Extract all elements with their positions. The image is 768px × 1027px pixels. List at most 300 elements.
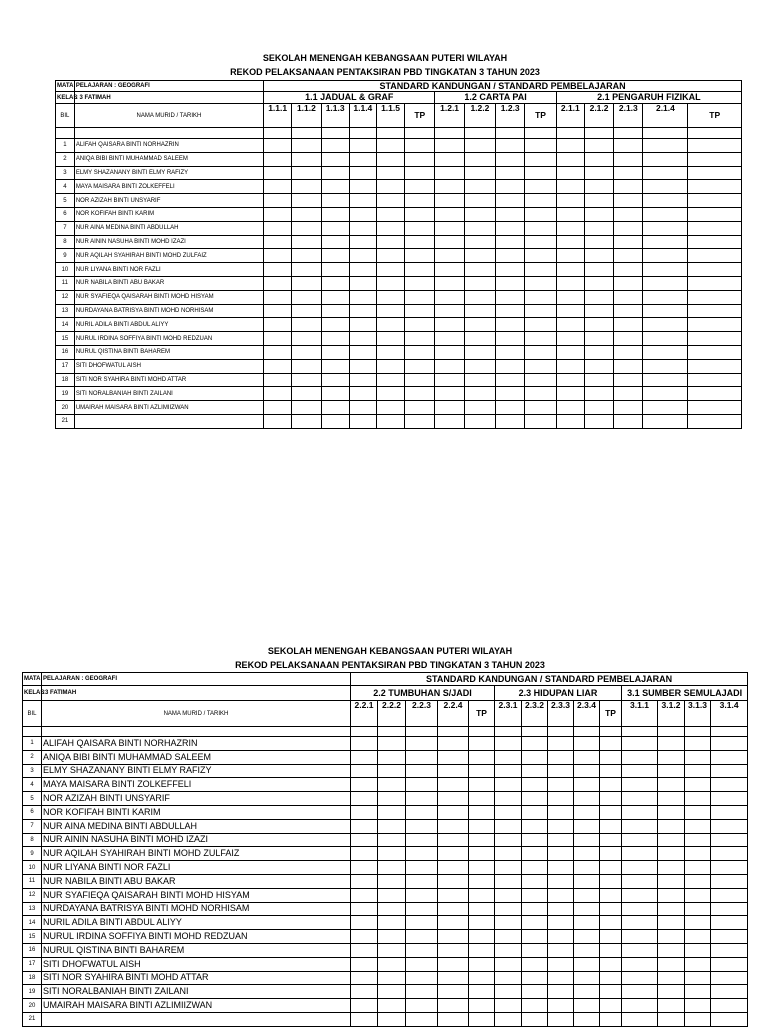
grade-cell[interactable] <box>496 359 525 373</box>
grade-cell[interactable] <box>614 235 643 249</box>
grade-cell[interactable] <box>264 401 292 415</box>
grade-cell[interactable] <box>321 180 349 194</box>
grade-cell[interactable] <box>496 207 525 221</box>
grade-cell[interactable] <box>376 318 404 332</box>
grade-cell[interactable] <box>614 139 643 153</box>
grade-cell[interactable] <box>438 985 469 999</box>
grade-cell[interactable] <box>622 750 658 764</box>
grade-cell[interactable] <box>464 180 495 194</box>
grade-cell[interactable] <box>522 971 548 985</box>
grade-cell[interactable] <box>614 166 643 180</box>
grade-cell[interactable] <box>469 985 495 999</box>
grade-cell[interactable] <box>584 359 613 373</box>
grade-cell[interactable] <box>574 805 600 819</box>
grade-cell[interactable] <box>622 1012 658 1026</box>
grade-cell[interactable] <box>574 957 600 971</box>
grade-cell[interactable] <box>574 861 600 875</box>
grade-cell[interactable] <box>685 971 711 985</box>
grade-cell[interactable] <box>600 861 622 875</box>
grade-cell[interactable] <box>264 263 292 277</box>
grade-cell[interactable] <box>495 888 522 902</box>
grade-cell[interactable] <box>321 276 349 290</box>
grade-cell[interactable] <box>376 194 404 208</box>
grade-cell[interactable] <box>525 401 556 415</box>
grade-cell[interactable] <box>321 345 349 359</box>
grade-cell[interactable] <box>548 902 574 916</box>
grade-cell[interactable] <box>321 290 349 304</box>
grade-cell[interactable] <box>264 332 292 346</box>
grade-cell[interactable] <box>435 180 464 194</box>
grade-cell[interactable] <box>438 819 469 833</box>
grade-cell[interactable] <box>688 359 742 373</box>
grade-cell[interactable] <box>349 359 376 373</box>
grade-cell[interactable] <box>614 318 643 332</box>
grade-cell[interactable] <box>643 152 688 166</box>
grade-cell[interactable] <box>658 874 685 888</box>
grade-cell[interactable] <box>685 861 711 875</box>
grade-cell[interactable] <box>406 819 438 833</box>
grade-cell[interactable] <box>658 1012 685 1026</box>
grade-cell[interactable] <box>321 304 349 318</box>
grade-cell[interactable] <box>622 971 658 985</box>
grade-cell[interactable] <box>435 401 464 415</box>
grade-cell[interactable] <box>264 345 292 359</box>
grade-cell[interactable] <box>464 373 495 387</box>
grade-cell[interactable] <box>495 999 522 1013</box>
grade-cell[interactable] <box>495 778 522 792</box>
grade-cell[interactable] <box>556 401 584 415</box>
grade-cell[interactable] <box>351 888 378 902</box>
grade-cell[interactable] <box>574 971 600 985</box>
grade-cell[interactable] <box>556 194 584 208</box>
grade-cell[interactable] <box>349 373 376 387</box>
grade-cell[interactable] <box>438 930 469 944</box>
grade-cell[interactable] <box>548 833 574 847</box>
grade-cell[interactable] <box>495 805 522 819</box>
grade-cell[interactable] <box>688 139 742 153</box>
grade-cell[interactable] <box>351 874 378 888</box>
grade-cell[interactable] <box>378 916 406 930</box>
grade-cell[interactable] <box>685 805 711 819</box>
grade-cell[interactable] <box>614 359 643 373</box>
grade-cell[interactable] <box>548 737 574 751</box>
grade-cell[interactable] <box>522 916 548 930</box>
grade-cell[interactable] <box>574 792 600 806</box>
grade-cell[interactable] <box>378 1012 406 1026</box>
grade-cell[interactable] <box>351 819 378 833</box>
grade-cell[interactable] <box>711 805 748 819</box>
grade-cell[interactable] <box>711 888 748 902</box>
grade-cell[interactable] <box>495 1012 522 1026</box>
grade-cell[interactable] <box>548 847 574 861</box>
grade-cell[interactable] <box>438 874 469 888</box>
grade-cell[interactable] <box>495 985 522 999</box>
grade-cell[interactable] <box>464 387 495 401</box>
grade-cell[interactable] <box>405 207 435 221</box>
grade-cell[interactable] <box>351 916 378 930</box>
grade-cell[interactable] <box>435 207 464 221</box>
grade-cell[interactable] <box>584 166 613 180</box>
grade-cell[interactable] <box>435 152 464 166</box>
grade-cell[interactable] <box>496 373 525 387</box>
grade-cell[interactable] <box>556 221 584 235</box>
grade-cell[interactable] <box>556 304 584 318</box>
grade-cell[interactable] <box>292 152 321 166</box>
grade-cell[interactable] <box>685 985 711 999</box>
grade-cell[interactable] <box>376 401 404 415</box>
grade-cell[interactable] <box>464 318 495 332</box>
grade-cell[interactable] <box>525 207 556 221</box>
grade-cell[interactable] <box>643 221 688 235</box>
grade-cell[interactable] <box>496 139 525 153</box>
grade-cell[interactable] <box>376 387 404 401</box>
grade-cell[interactable] <box>351 985 378 999</box>
grade-cell[interactable] <box>574 833 600 847</box>
grade-cell[interactable] <box>522 737 548 751</box>
grade-cell[interactable] <box>438 902 469 916</box>
grade-cell[interactable] <box>264 207 292 221</box>
grade-cell[interactable] <box>321 401 349 415</box>
grade-cell[interactable] <box>548 985 574 999</box>
grade-cell[interactable] <box>469 750 495 764</box>
grade-cell[interactable] <box>464 345 495 359</box>
grade-cell[interactable] <box>600 971 622 985</box>
grade-cell[interactable] <box>405 235 435 249</box>
grade-cell[interactable] <box>556 276 584 290</box>
grade-cell[interactable] <box>495 957 522 971</box>
grade-cell[interactable] <box>438 861 469 875</box>
grade-cell[interactable] <box>378 778 406 792</box>
grade-cell[interactable] <box>405 249 435 263</box>
grade-cell[interactable] <box>496 276 525 290</box>
grade-cell[interactable] <box>614 414 643 428</box>
grade-cell[interactable] <box>658 778 685 792</box>
grade-cell[interactable] <box>292 332 321 346</box>
grade-cell[interactable] <box>522 792 548 806</box>
grade-cell[interactable] <box>685 833 711 847</box>
grade-cell[interactable] <box>469 930 495 944</box>
grade-cell[interactable] <box>711 916 748 930</box>
grade-cell[interactable] <box>548 764 574 778</box>
grade-cell[interactable] <box>321 152 349 166</box>
grade-cell[interactable] <box>522 930 548 944</box>
grade-cell[interactable] <box>600 1012 622 1026</box>
grade-cell[interactable] <box>658 902 685 916</box>
grade-cell[interactable] <box>711 792 748 806</box>
grade-cell[interactable] <box>378 750 406 764</box>
grade-cell[interactable] <box>469 971 495 985</box>
grade-cell[interactable] <box>600 888 622 902</box>
grade-cell[interactable] <box>643 235 688 249</box>
grade-cell[interactable] <box>292 345 321 359</box>
grade-cell[interactable] <box>622 737 658 751</box>
grade-cell[interactable] <box>435 387 464 401</box>
grade-cell[interactable] <box>292 359 321 373</box>
grade-cell[interactable] <box>435 221 464 235</box>
grade-cell[interactable] <box>688 152 742 166</box>
grade-cell[interactable] <box>405 221 435 235</box>
grade-cell[interactable] <box>622 805 658 819</box>
grade-cell[interactable] <box>584 387 613 401</box>
grade-cell[interactable] <box>349 318 376 332</box>
grade-cell[interactable] <box>406 861 438 875</box>
grade-cell[interactable] <box>496 249 525 263</box>
grade-cell[interactable] <box>405 332 435 346</box>
grade-cell[interactable] <box>600 985 622 999</box>
grade-cell[interactable] <box>406 847 438 861</box>
grade-cell[interactable] <box>614 152 643 166</box>
grade-cell[interactable] <box>349 387 376 401</box>
grade-cell[interactable] <box>522 778 548 792</box>
grade-cell[interactable] <box>406 888 438 902</box>
grade-cell[interactable] <box>556 414 584 428</box>
grade-cell[interactable] <box>321 194 349 208</box>
grade-cell[interactable] <box>584 414 613 428</box>
grade-cell[interactable] <box>584 332 613 346</box>
grade-cell[interactable] <box>522 819 548 833</box>
grade-cell[interactable] <box>711 737 748 751</box>
grade-cell[interactable] <box>406 764 438 778</box>
grade-cell[interactable] <box>464 235 495 249</box>
grade-cell[interactable] <box>496 180 525 194</box>
grade-cell[interactable] <box>574 999 600 1013</box>
grade-cell[interactable] <box>376 207 404 221</box>
grade-cell[interactable] <box>622 819 658 833</box>
grade-cell[interactable] <box>688 304 742 318</box>
grade-cell[interactable] <box>469 957 495 971</box>
grade-cell[interactable] <box>614 332 643 346</box>
grade-cell[interactable] <box>349 290 376 304</box>
grade-cell[interactable] <box>643 401 688 415</box>
grade-cell[interactable] <box>264 373 292 387</box>
grade-cell[interactable] <box>525 359 556 373</box>
grade-cell[interactable] <box>435 373 464 387</box>
grade-cell[interactable] <box>614 194 643 208</box>
grade-cell[interactable] <box>464 401 495 415</box>
grade-cell[interactable] <box>464 359 495 373</box>
grade-cell[interactable] <box>438 847 469 861</box>
grade-cell[interactable] <box>435 235 464 249</box>
grade-cell[interactable] <box>525 152 556 166</box>
grade-cell[interactable] <box>405 152 435 166</box>
grade-cell[interactable] <box>264 249 292 263</box>
grade-cell[interactable] <box>643 387 688 401</box>
grade-cell[interactable] <box>711 847 748 861</box>
grade-cell[interactable] <box>469 737 495 751</box>
grade-cell[interactable] <box>292 401 321 415</box>
grade-cell[interactable] <box>406 902 438 916</box>
grade-cell[interactable] <box>548 930 574 944</box>
grade-cell[interactable] <box>556 207 584 221</box>
grade-cell[interactable] <box>292 166 321 180</box>
grade-cell[interactable] <box>643 290 688 304</box>
grade-cell[interactable] <box>556 332 584 346</box>
grade-cell[interactable] <box>405 139 435 153</box>
grade-cell[interactable] <box>406 1012 438 1026</box>
grade-cell[interactable] <box>522 999 548 1013</box>
grade-cell[interactable] <box>349 152 376 166</box>
grade-cell[interactable] <box>438 764 469 778</box>
grade-cell[interactable] <box>406 792 438 806</box>
grade-cell[interactable] <box>600 764 622 778</box>
grade-cell[interactable] <box>406 805 438 819</box>
grade-cell[interactable] <box>574 874 600 888</box>
grade-cell[interactable] <box>321 373 349 387</box>
grade-cell[interactable] <box>321 387 349 401</box>
grade-cell[interactable] <box>525 318 556 332</box>
grade-cell[interactable] <box>600 805 622 819</box>
grade-cell[interactable] <box>351 957 378 971</box>
grade-cell[interactable] <box>574 888 600 902</box>
grade-cell[interactable] <box>574 916 600 930</box>
grade-cell[interactable] <box>584 290 613 304</box>
grade-cell[interactable] <box>405 304 435 318</box>
grade-cell[interactable] <box>349 332 376 346</box>
grade-cell[interactable] <box>292 276 321 290</box>
grade-cell[interactable] <box>658 985 685 999</box>
grade-cell[interactable] <box>264 276 292 290</box>
grade-cell[interactable] <box>464 414 495 428</box>
grade-cell[interactable] <box>622 902 658 916</box>
grade-cell[interactable] <box>522 861 548 875</box>
grade-cell[interactable] <box>292 249 321 263</box>
grade-cell[interactable] <box>376 304 404 318</box>
grade-cell[interactable] <box>405 276 435 290</box>
grade-cell[interactable] <box>548 971 574 985</box>
grade-cell[interactable] <box>685 792 711 806</box>
grade-cell[interactable] <box>556 139 584 153</box>
grade-cell[interactable] <box>711 1012 748 1026</box>
grade-cell[interactable] <box>351 943 378 957</box>
grade-cell[interactable] <box>264 318 292 332</box>
grade-cell[interactable] <box>321 139 349 153</box>
grade-cell[interactable] <box>614 387 643 401</box>
grade-cell[interactable] <box>688 290 742 304</box>
grade-cell[interactable] <box>525 373 556 387</box>
grade-cell[interactable] <box>496 263 525 277</box>
grade-cell[interactable] <box>495 861 522 875</box>
grade-cell[interactable] <box>522 888 548 902</box>
grade-cell[interactable] <box>622 861 658 875</box>
grade-cell[interactable] <box>464 166 495 180</box>
grade-cell[interactable] <box>349 345 376 359</box>
grade-cell[interactable] <box>643 373 688 387</box>
grade-cell[interactable] <box>658 930 685 944</box>
grade-cell[interactable] <box>406 916 438 930</box>
grade-cell[interactable] <box>600 930 622 944</box>
grade-cell[interactable] <box>469 861 495 875</box>
grade-cell[interactable] <box>495 916 522 930</box>
grade-cell[interactable] <box>643 166 688 180</box>
grade-cell[interactable] <box>435 263 464 277</box>
grade-cell[interactable] <box>548 805 574 819</box>
grade-cell[interactable] <box>658 971 685 985</box>
grade-cell[interactable] <box>685 847 711 861</box>
grade-cell[interactable] <box>600 792 622 806</box>
grade-cell[interactable] <box>685 819 711 833</box>
grade-cell[interactable] <box>556 166 584 180</box>
grade-cell[interactable] <box>351 764 378 778</box>
grade-cell[interactable] <box>525 139 556 153</box>
grade-cell[interactable] <box>292 235 321 249</box>
grade-cell[interactable] <box>349 263 376 277</box>
grade-cell[interactable] <box>292 373 321 387</box>
grade-cell[interactable] <box>378 888 406 902</box>
grade-cell[interactable] <box>264 166 292 180</box>
grade-cell[interactable] <box>321 249 349 263</box>
grade-cell[interactable] <box>525 249 556 263</box>
grade-cell[interactable] <box>658 861 685 875</box>
grade-cell[interactable] <box>292 207 321 221</box>
grade-cell[interactable] <box>349 249 376 263</box>
grade-cell[interactable] <box>522 750 548 764</box>
grade-cell[interactable] <box>525 414 556 428</box>
grade-cell[interactable] <box>525 221 556 235</box>
grade-cell[interactable] <box>658 833 685 847</box>
grade-cell[interactable] <box>469 805 495 819</box>
grade-cell[interactable] <box>349 139 376 153</box>
grade-cell[interactable] <box>292 318 321 332</box>
grade-cell[interactable] <box>548 750 574 764</box>
grade-cell[interactable] <box>292 139 321 153</box>
grade-cell[interactable] <box>584 401 613 415</box>
grade-cell[interactable] <box>711 833 748 847</box>
grade-cell[interactable] <box>688 180 742 194</box>
grade-cell[interactable] <box>711 778 748 792</box>
grade-cell[interactable] <box>643 359 688 373</box>
grade-cell[interactable] <box>574 737 600 751</box>
grade-cell[interactable] <box>574 943 600 957</box>
grade-cell[interactable] <box>495 874 522 888</box>
grade-cell[interactable] <box>469 943 495 957</box>
grade-cell[interactable] <box>351 737 378 751</box>
grade-cell[interactable] <box>688 207 742 221</box>
grade-cell[interactable] <box>643 304 688 318</box>
grade-cell[interactable] <box>496 235 525 249</box>
grade-cell[interactable] <box>376 235 404 249</box>
grade-cell[interactable] <box>643 194 688 208</box>
grade-cell[interactable] <box>658 999 685 1013</box>
grade-cell[interactable] <box>600 999 622 1013</box>
grade-cell[interactable] <box>711 999 748 1013</box>
grade-cell[interactable] <box>548 1012 574 1026</box>
grade-cell[interactable] <box>464 221 495 235</box>
grade-cell[interactable] <box>643 332 688 346</box>
grade-cell[interactable] <box>685 874 711 888</box>
grade-cell[interactable] <box>658 792 685 806</box>
grade-cell[interactable] <box>378 985 406 999</box>
grade-cell[interactable] <box>688 276 742 290</box>
grade-cell[interactable] <box>264 304 292 318</box>
grade-cell[interactable] <box>584 221 613 235</box>
grade-cell[interactable] <box>292 290 321 304</box>
grade-cell[interactable] <box>378 764 406 778</box>
grade-cell[interactable] <box>525 304 556 318</box>
grade-cell[interactable] <box>711 750 748 764</box>
grade-cell[interactable] <box>614 221 643 235</box>
grade-cell[interactable] <box>685 916 711 930</box>
grade-cell[interactable] <box>658 764 685 778</box>
grade-cell[interactable] <box>464 290 495 304</box>
grade-cell[interactable] <box>349 235 376 249</box>
grade-cell[interactable] <box>435 194 464 208</box>
grade-cell[interactable] <box>622 778 658 792</box>
grade-cell[interactable] <box>349 304 376 318</box>
grade-cell[interactable] <box>525 180 556 194</box>
grade-cell[interactable] <box>525 332 556 346</box>
grade-cell[interactable] <box>469 902 495 916</box>
grade-cell[interactable] <box>376 152 404 166</box>
